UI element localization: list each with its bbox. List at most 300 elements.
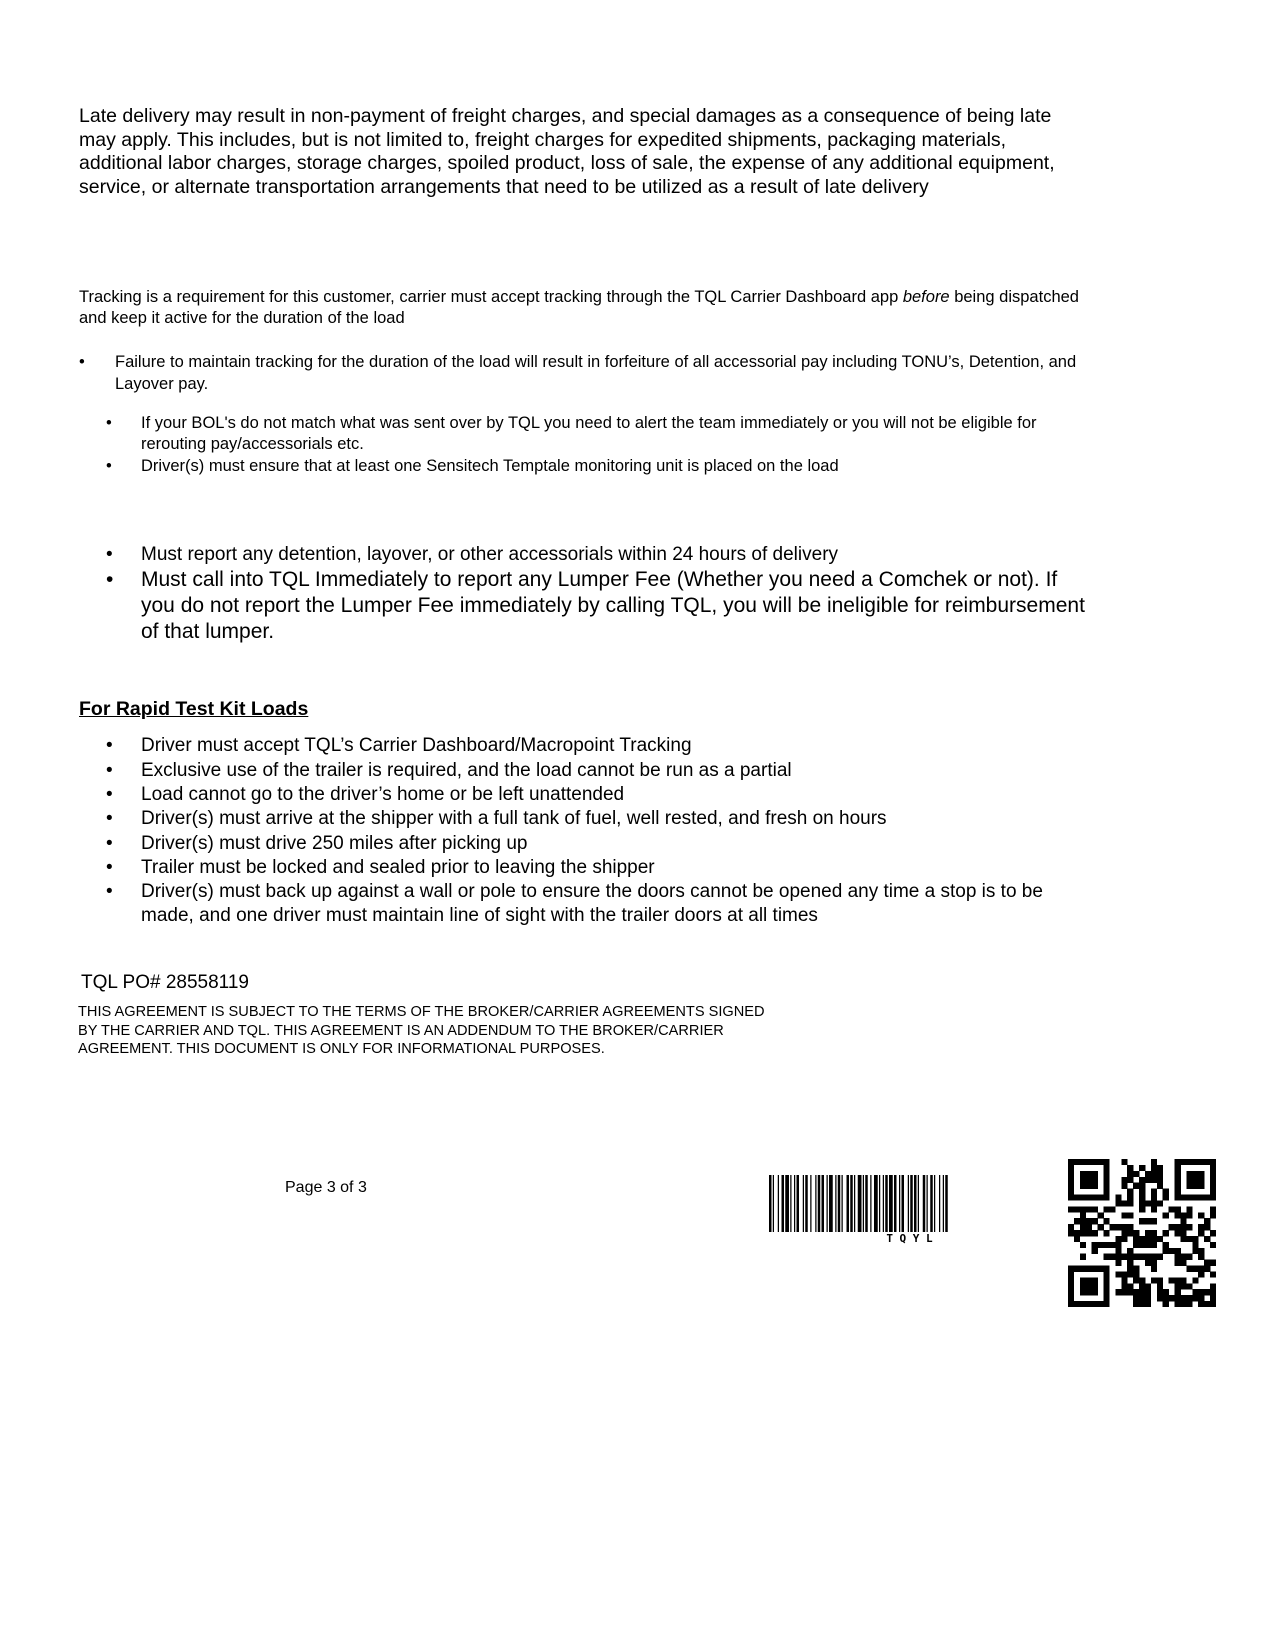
qr-data-module xyxy=(1139,1206,1145,1212)
qr-finder-module xyxy=(1092,1277,1098,1283)
qr-finder-module xyxy=(1086,1289,1092,1295)
qr-data-module xyxy=(1151,1277,1157,1283)
qr-data-module xyxy=(1092,1242,1098,1248)
qr-finder-module xyxy=(1074,1159,1080,1165)
qr-data-module xyxy=(1127,1289,1133,1295)
qr-data-module xyxy=(1145,1289,1151,1295)
qr-data-module xyxy=(1151,1242,1157,1248)
bullet-text: Driver(s) must ensure that at least one Sensitech Temptale monitoring unit is placed on the load xyxy=(141,457,839,475)
barcode-bar xyxy=(885,1175,888,1232)
qr-data-module xyxy=(1210,1271,1216,1277)
qr-data-module xyxy=(1092,1218,1098,1224)
qr-data-module xyxy=(1175,1212,1181,1218)
qr-data-module xyxy=(1175,1254,1181,1260)
qr-data-module xyxy=(1115,1242,1121,1248)
bullet-text: Must call into TQL Immediately to report any Lumper Fee (Whether you need a Comchek or not). If you do not report the Lumper Fee immediately by calling TQL, you will be ineligible for reimbursement of that lumper. xyxy=(141,568,1085,643)
qr-data-module xyxy=(1210,1242,1216,1248)
qr-data-module xyxy=(1121,1177,1127,1183)
qr-finder-module xyxy=(1198,1177,1204,1183)
qr-data-module xyxy=(1139,1200,1145,1206)
rapid-test-bullet xyxy=(106,759,1106,783)
qr-finder-module xyxy=(1104,1271,1110,1277)
bullet-text: Must report any detention, layover, or other accessorials within 24 hours of delivery xyxy=(141,544,839,565)
rapid-test-bullet xyxy=(106,807,1106,831)
qr-data-module xyxy=(1198,1224,1204,1230)
qr-data-module xyxy=(1121,1212,1127,1218)
qr-data-module xyxy=(1080,1212,1086,1218)
qr-finder-module xyxy=(1092,1283,1098,1289)
qr-data-module xyxy=(1098,1224,1104,1230)
qr-data-module xyxy=(1080,1254,1086,1260)
qr-finder-module xyxy=(1068,1295,1074,1301)
qr-finder-module xyxy=(1104,1295,1110,1301)
qr-finder-module xyxy=(1175,1159,1181,1165)
qr-finder-module xyxy=(1074,1266,1080,1272)
qr-data-module xyxy=(1186,1236,1192,1242)
qr-data-module xyxy=(1157,1171,1163,1177)
qr-data-module xyxy=(1163,1295,1169,1301)
qr-data-module xyxy=(1092,1230,1098,1236)
barcode-bar xyxy=(894,1175,897,1232)
barcode-bar xyxy=(850,1175,853,1232)
qr-finder-module xyxy=(1210,1165,1216,1171)
qr-data-module xyxy=(1145,1295,1151,1301)
qr-data-module xyxy=(1139,1189,1145,1195)
qr-data-module xyxy=(1204,1289,1210,1295)
bullet-text: Load cannot go to the driver’s home or be left unattended xyxy=(141,784,625,805)
qr-data-module xyxy=(1175,1277,1181,1283)
qr-finder-module xyxy=(1080,1277,1086,1283)
qr-finder-module xyxy=(1068,1283,1074,1289)
qr-data-module xyxy=(1139,1283,1145,1289)
bullet-text: Exclusive use of the trailer is required, and the load cannot be run as a partial xyxy=(141,760,792,781)
qr-data-module xyxy=(1151,1254,1157,1260)
qr-finder-module xyxy=(1068,1301,1074,1307)
bullet-marker: • xyxy=(106,568,114,591)
qr-finder-module xyxy=(1074,1301,1080,1307)
barcode-bar xyxy=(782,1175,785,1232)
qr-data-module xyxy=(1186,1283,1192,1289)
tracking-text-part1: Tracking is a requirement for this customer, carrier must accept tracking through the TQL Carrier Dashboard app xyxy=(79,288,903,306)
qr-data-module xyxy=(1169,1206,1175,1212)
temptale-bullet xyxy=(106,456,1106,477)
qr-data-module xyxy=(1210,1283,1216,1289)
failure-tracking-bullet xyxy=(79,352,1099,395)
qr-data-module xyxy=(1198,1212,1204,1218)
barcode-bar xyxy=(945,1175,948,1232)
qr-data-module xyxy=(1210,1260,1216,1266)
qr-data-module xyxy=(1175,1301,1181,1307)
qr-code xyxy=(1068,1159,1216,1307)
qr-finder-module xyxy=(1098,1301,1104,1307)
qr-data-module xyxy=(1157,1177,1163,1183)
qr-data-module xyxy=(1127,1254,1133,1260)
qr-data-module xyxy=(1139,1301,1145,1307)
rapid-test-bullet xyxy=(106,880,1096,928)
qr-data-module xyxy=(1127,1224,1133,1230)
page-number: Page 3 of 3 xyxy=(285,1179,367,1196)
bullet-marker: • xyxy=(106,784,113,805)
barcode-bar xyxy=(879,1175,880,1232)
qr-finder-module xyxy=(1192,1195,1198,1201)
qr-data-module xyxy=(1145,1230,1151,1236)
qr-finder-module xyxy=(1092,1195,1098,1201)
rapid-test-bullet xyxy=(106,832,1106,856)
qr-code-modules xyxy=(1068,1159,1216,1307)
barcode-bar xyxy=(842,1175,843,1232)
qr-finder-module xyxy=(1175,1183,1181,1189)
qr-data-module xyxy=(1074,1230,1080,1236)
qr-timing-module xyxy=(1104,1218,1110,1224)
bullet-text: Driver(s) must back up against a wall or pole to ensure the doors cannot be opened any time a stop is to be made, and one driver must maintain line of sight with the trailer doors at all times xyxy=(141,881,1043,926)
barcode-bar xyxy=(803,1175,804,1232)
qr-finder-module xyxy=(1192,1159,1198,1165)
qr-data-module xyxy=(1210,1289,1216,1295)
rapid-test-bullet xyxy=(106,783,1106,807)
qr-data-module xyxy=(1157,1289,1163,1295)
qr-data-module xyxy=(1175,1289,1181,1295)
qr-finder-module xyxy=(1080,1195,1086,1201)
qr-finder-module xyxy=(1104,1277,1110,1283)
qr-finder-module xyxy=(1086,1266,1092,1272)
qr-data-module xyxy=(1204,1236,1210,1242)
qr-finder-module xyxy=(1080,1266,1086,1272)
qr-data-module xyxy=(1121,1277,1127,1283)
qr-data-module xyxy=(1145,1236,1151,1242)
qr-data-module xyxy=(1115,1260,1121,1266)
barcode-bar xyxy=(785,1175,789,1232)
barcode-bar xyxy=(858,1175,862,1232)
qr-data-module xyxy=(1133,1301,1139,1307)
qr-data-module xyxy=(1151,1230,1157,1236)
qr-data-module xyxy=(1151,1260,1157,1266)
qr-finder-module xyxy=(1068,1195,1074,1201)
qr-finder-module xyxy=(1092,1183,1098,1189)
qr-data-module xyxy=(1109,1254,1115,1260)
qr-finder-module xyxy=(1068,1171,1074,1177)
qr-finder-module xyxy=(1186,1159,1192,1165)
qr-data-module xyxy=(1180,1277,1186,1283)
qr-timing-module xyxy=(1139,1195,1145,1201)
qr-data-module xyxy=(1192,1277,1198,1283)
qr-data-module xyxy=(1115,1271,1121,1277)
qr-data-module xyxy=(1127,1189,1133,1195)
qr-finder-module xyxy=(1210,1177,1216,1183)
qr-data-module xyxy=(1074,1218,1080,1224)
qr-finder-module xyxy=(1068,1177,1074,1183)
qr-data-module xyxy=(1192,1242,1198,1248)
qr-data-module xyxy=(1180,1218,1186,1224)
qr-timing-module xyxy=(1104,1242,1110,1248)
qr-data-module xyxy=(1192,1289,1198,1295)
qr-data-module xyxy=(1210,1212,1216,1218)
qr-data-module xyxy=(1068,1230,1074,1236)
qr-data-module xyxy=(1180,1236,1186,1242)
barcode-bar xyxy=(889,1175,893,1232)
qr-finder-module xyxy=(1210,1171,1216,1177)
qr-data-module xyxy=(1180,1212,1186,1218)
barcode-bar xyxy=(923,1175,926,1232)
qr-finder-module xyxy=(1086,1177,1092,1183)
barcode-bar xyxy=(883,1175,884,1232)
qr-data-module xyxy=(1169,1248,1175,1254)
qr-data-module xyxy=(1180,1230,1186,1236)
qr-data-module xyxy=(1151,1218,1157,1224)
qr-finder-module xyxy=(1210,1195,1216,1201)
qr-data-module xyxy=(1133,1242,1139,1248)
qr-finder-module xyxy=(1104,1266,1110,1272)
qr-data-module xyxy=(1121,1283,1127,1289)
qr-data-module xyxy=(1092,1248,1098,1254)
qr-finder-module xyxy=(1086,1195,1092,1201)
qr-data-module xyxy=(1192,1295,1198,1301)
bullet-marker: • xyxy=(106,414,112,432)
qr-data-module xyxy=(1127,1266,1133,1272)
qr-data-module xyxy=(1163,1301,1169,1307)
qr-finder-module xyxy=(1080,1177,1086,1183)
rapid-test-heading: For Rapid Test Kit Loads xyxy=(79,698,309,720)
qr-finder-module xyxy=(1098,1195,1104,1201)
qr-data-module xyxy=(1133,1277,1139,1283)
qr-data-module xyxy=(1133,1295,1139,1301)
po-number: TQL PO# 28558119 xyxy=(81,972,249,993)
barcode-bar xyxy=(773,1175,774,1232)
qr-data-module xyxy=(1198,1248,1204,1254)
bullet-marker: • xyxy=(106,544,113,565)
qr-data-module xyxy=(1139,1289,1145,1295)
qr-finder-module xyxy=(1192,1177,1198,1183)
qr-data-module xyxy=(1151,1177,1157,1183)
bullet-marker: • xyxy=(106,857,113,878)
bullet-marker: • xyxy=(106,735,113,756)
qr-finder-module xyxy=(1180,1159,1186,1165)
qr-data-module xyxy=(1127,1177,1133,1183)
qr-data-module xyxy=(1151,1266,1157,1272)
qr-data-module xyxy=(1127,1283,1133,1289)
barcode-bar xyxy=(874,1175,878,1232)
qr-data-module xyxy=(1080,1230,1086,1236)
qr-finder-module xyxy=(1104,1159,1110,1165)
qr-finder-module xyxy=(1068,1183,1074,1189)
qr-data-module xyxy=(1157,1165,1163,1171)
qr-data-module xyxy=(1210,1206,1216,1212)
qr-data-module xyxy=(1121,1254,1127,1260)
qr-finder-module xyxy=(1068,1266,1074,1272)
agreement-notice: THIS AGREEMENT IS SUBJECT TO THE TERMS OF THE BROKER/CARRIER AGREEMENTS SIGNED BY THE CARRIER AND TQL. THIS AGREEMENT IS AN ADDENDUM TO THE BROKER/CARRIER AGREEMENT. THIS DOCUMENT IS ONLY FOR INFORMATIONAL PURPOSES. xyxy=(78,1004,765,1057)
qr-data-module xyxy=(1115,1289,1121,1295)
qr-data-module xyxy=(1198,1271,1204,1277)
barcode-bar xyxy=(827,1175,828,1232)
qr-data-module xyxy=(1139,1177,1145,1183)
bullet-marker: • xyxy=(106,457,112,475)
qr-timing-module xyxy=(1163,1195,1169,1201)
tracking-emphasis: before xyxy=(902,288,950,306)
qr-data-module xyxy=(1151,1159,1157,1165)
qr-finder-module xyxy=(1092,1171,1098,1177)
qr-data-module xyxy=(1157,1277,1163,1283)
qr-finder-module xyxy=(1198,1171,1204,1177)
bullet-marker: • xyxy=(106,760,113,781)
qr-finder-module xyxy=(1104,1177,1110,1183)
qr-data-module xyxy=(1186,1266,1192,1272)
qr-data-module xyxy=(1068,1224,1074,1230)
qr-data-module xyxy=(1180,1283,1186,1289)
qr-finder-module xyxy=(1180,1195,1186,1201)
qr-finder-module xyxy=(1092,1177,1098,1183)
qr-data-module xyxy=(1121,1271,1127,1277)
qr-data-module xyxy=(1133,1266,1139,1272)
qr-data-module xyxy=(1210,1301,1216,1307)
qr-data-module xyxy=(1175,1283,1181,1289)
qr-finder-module xyxy=(1204,1159,1210,1165)
qr-data-module xyxy=(1127,1171,1133,1177)
qr-data-module xyxy=(1157,1183,1163,1189)
qr-finder-module xyxy=(1210,1189,1216,1195)
qr-data-module xyxy=(1086,1230,1092,1236)
qr-data-module xyxy=(1210,1295,1216,1301)
barcode-bar xyxy=(794,1175,795,1232)
qr-data-module xyxy=(1139,1236,1145,1242)
qr-finder-module xyxy=(1175,1171,1181,1177)
qr-data-module xyxy=(1121,1289,1127,1295)
qr-finder-module xyxy=(1080,1171,1086,1177)
qr-finder-module xyxy=(1092,1266,1098,1272)
qr-data-module xyxy=(1157,1254,1163,1260)
barcode-bar xyxy=(918,1175,919,1232)
qr-data-module xyxy=(1151,1236,1157,1242)
barcode-bar xyxy=(829,1175,833,1232)
qr-data-module xyxy=(1092,1206,1098,1212)
qr-data-module xyxy=(1175,1206,1181,1212)
qr-finder-module xyxy=(1080,1301,1086,1307)
barcode-bar xyxy=(863,1175,864,1232)
qr-finder-module xyxy=(1192,1171,1198,1177)
qr-data-module xyxy=(1198,1301,1204,1307)
qr-data-module xyxy=(1145,1242,1151,1248)
qr-data-module xyxy=(1121,1183,1127,1189)
barcode-bar xyxy=(815,1175,816,1232)
qr-data-module xyxy=(1121,1200,1127,1206)
bullet-text: Failure to maintain tracking for the duration of the load will result in forfeiture of all accessorial pay including TONU’s, Detention, and Layover pay. xyxy=(115,353,1077,393)
qr-data-module xyxy=(1186,1295,1192,1301)
barcode-bar xyxy=(914,1175,917,1232)
qr-data-module xyxy=(1133,1171,1139,1177)
qr-data-module xyxy=(1121,1236,1127,1242)
qr-data-module xyxy=(1080,1242,1086,1248)
qr-data-module xyxy=(1169,1295,1175,1301)
qr-finder-module xyxy=(1068,1289,1074,1295)
qr-data-module xyxy=(1115,1224,1121,1230)
qr-finder-module xyxy=(1210,1183,1216,1189)
barcode-bar xyxy=(790,1175,791,1232)
qr-data-module xyxy=(1204,1266,1210,1272)
barcode-bar xyxy=(810,1175,811,1232)
qr-data-module xyxy=(1145,1254,1151,1260)
qr-data-module xyxy=(1115,1254,1121,1260)
qr-data-module xyxy=(1151,1189,1157,1195)
barcode-bar xyxy=(778,1175,779,1232)
qr-data-module xyxy=(1133,1230,1139,1236)
bullet-text: Driver(s) must arrive at the shipper with a full tank of fuel, well rested, and fresh on hours xyxy=(141,808,887,829)
barcode-bar xyxy=(899,1175,900,1232)
barcode-bar xyxy=(910,1175,913,1232)
qr-data-module xyxy=(1157,1283,1163,1289)
qr-finder-module xyxy=(1186,1183,1192,1189)
barcode-bar xyxy=(847,1175,850,1232)
qr-data-module xyxy=(1151,1206,1157,1212)
qr-finder-module xyxy=(1080,1283,1086,1289)
qr-data-module xyxy=(1127,1165,1133,1171)
qr-data-module xyxy=(1198,1254,1204,1260)
accessorials-report-bullet xyxy=(106,543,1106,567)
qr-finder-module xyxy=(1175,1165,1181,1171)
bullet-text: If your BOL's do not match what was sent over by TQL you need to alert the team immediately or you will not be eligible for rerouting pay/accessorials etc. xyxy=(141,414,1037,453)
late-delivery-paragraph: Late delivery may result in non-payment of freight charges, and special damages as a consequence of being late may apply. This includes, but is not limited to, freight charges for expedited shipments, packaging materials, additional labor charges, storage charges, spoiled product, loss of sale, the expense of any additional equipment, service, or alternate transportation arrangements that need to be utilized as a result of late delivery xyxy=(79,105,1055,198)
barcode-bars xyxy=(767,1175,1052,1232)
qr-finder-module xyxy=(1204,1195,1210,1201)
qr-finder-module xyxy=(1074,1195,1080,1201)
qr-timing-module xyxy=(1115,1195,1121,1201)
qr-data-module xyxy=(1175,1230,1181,1236)
qr-data-module xyxy=(1139,1242,1145,1248)
qr-data-module xyxy=(1169,1277,1175,1283)
qr-data-module xyxy=(1145,1283,1151,1289)
qr-data-module xyxy=(1151,1165,1157,1171)
barcode-bar xyxy=(902,1175,905,1232)
qr-finder-module xyxy=(1186,1195,1192,1201)
qr-data-module xyxy=(1180,1301,1186,1307)
bol-mismatch-bullet xyxy=(106,413,1106,455)
qr-data-module xyxy=(1198,1266,1204,1272)
qr-timing-module xyxy=(1127,1195,1133,1201)
barcode-bar xyxy=(822,1175,825,1232)
qr-finder-module xyxy=(1068,1271,1074,1277)
qr-finder-module xyxy=(1210,1159,1216,1165)
bullet-text: Driver(s) must drive 250 miles after picking up xyxy=(141,833,528,854)
tracking-requirement-paragraph xyxy=(79,287,1089,329)
qr-timing-module xyxy=(1104,1254,1110,1260)
qr-finder-module xyxy=(1104,1165,1110,1171)
rapid-test-bullet xyxy=(106,856,1106,880)
qr-data-module xyxy=(1204,1301,1210,1307)
qr-data-module xyxy=(1163,1242,1169,1248)
qr-timing-module xyxy=(1104,1206,1110,1212)
qr-data-module xyxy=(1163,1248,1169,1254)
qr-data-module xyxy=(1180,1224,1186,1230)
qr-data-module xyxy=(1198,1295,1204,1301)
qr-data-module xyxy=(1115,1236,1121,1242)
barcode-bar xyxy=(854,1175,855,1232)
qr-data-module xyxy=(1186,1212,1192,1218)
qr-finder-module xyxy=(1104,1171,1110,1177)
qr-data-module xyxy=(1127,1200,1133,1206)
lumper-fee-bullet xyxy=(106,567,1096,645)
qr-finder-module xyxy=(1086,1183,1092,1189)
bullet-marker: • xyxy=(106,881,113,902)
qr-data-module xyxy=(1175,1260,1181,1266)
qr-data-module xyxy=(1086,1206,1092,1212)
qr-data-module xyxy=(1204,1224,1210,1230)
qr-data-module xyxy=(1127,1230,1133,1236)
qr-data-module xyxy=(1127,1248,1133,1254)
qr-timing-module xyxy=(1104,1230,1110,1236)
qr-data-module xyxy=(1210,1230,1216,1236)
bullet-text: Driver must accept TQL’s Carrier Dashboard/Macropoint Tracking xyxy=(141,735,692,756)
qr-data-module xyxy=(1163,1230,1169,1236)
qr-finder-module xyxy=(1092,1301,1098,1307)
bullet-text: Trailer must be locked and sealed prior to leaving the shipper xyxy=(141,857,655,878)
qr-finder-module xyxy=(1086,1283,1092,1289)
